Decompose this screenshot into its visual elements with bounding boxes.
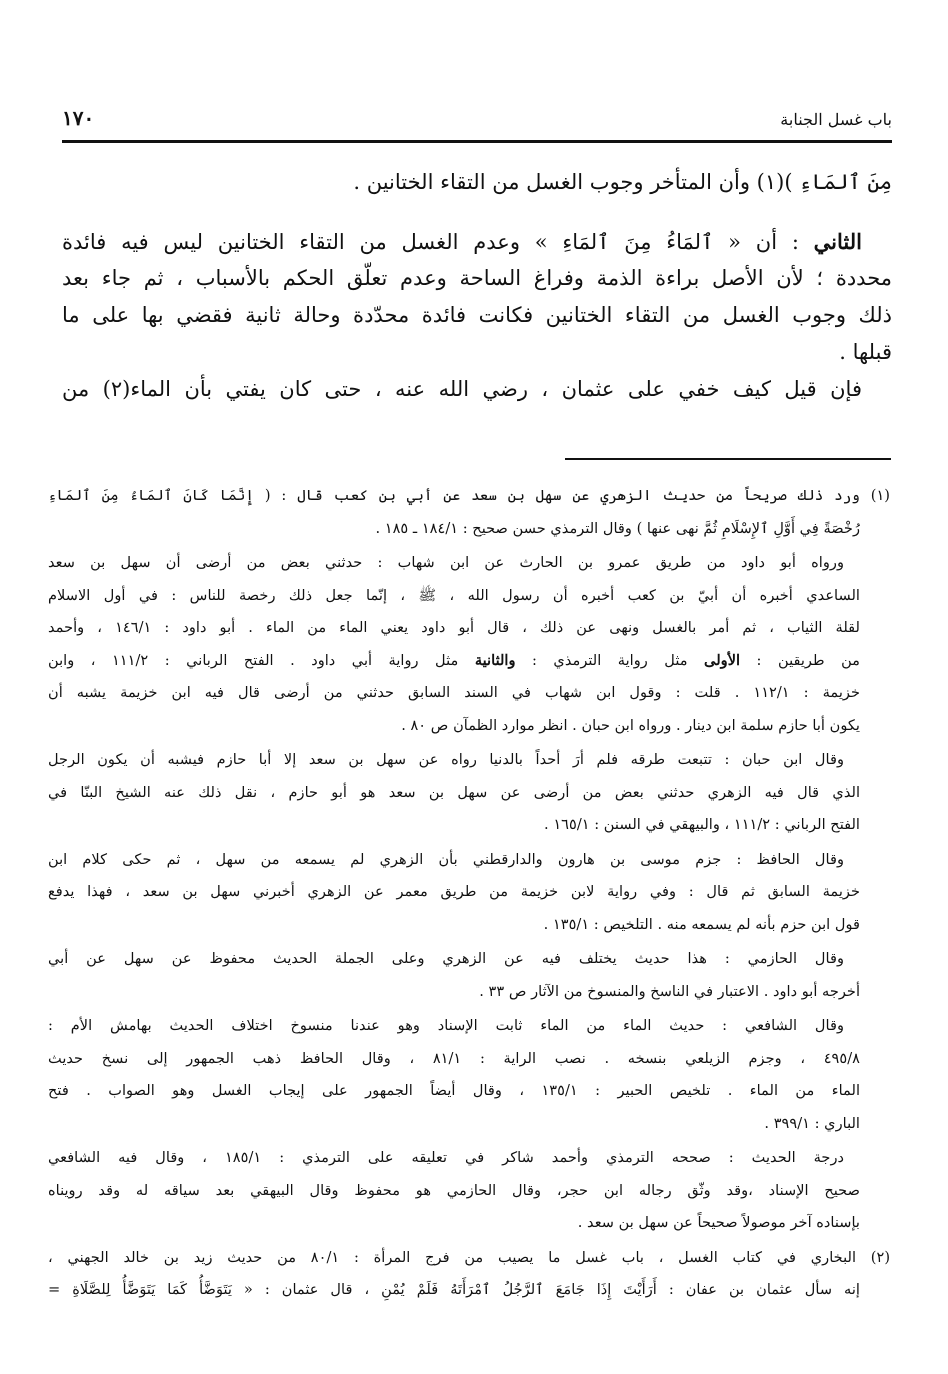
footnote-line	[48, 547, 860, 580]
text-segment: خزيمة : ١١٢/١ . قلت : وقول ابن شهاب في السند السابق حدثني من أرضى قال فيه ابن خزيمة يشبه أن	[48, 684, 860, 701]
footnote-line	[48, 1242, 890, 1275]
footnote-line	[48, 480, 890, 513]
text-segment: : أن « ٱلمَاءُ مِنَ ٱلمَاءِ » وعدم الغسل من التقاء الختانين ليس فيه فائدة	[62, 230, 814, 254]
text-segment: وقال ابن حبان : تتبعت طرقه فلم أرَ أحداً بالدنيا رواه عن سهل بن سعد إلا أبا حازم فيشبه أن يكون الرجل	[48, 751, 844, 768]
text-segment: وقال الحافظ : جزم موسى بن هارون والدارقطني بأن الزهري لم يسمعه من سهل ، ثم حكى كلام ابن	[48, 850, 844, 868]
text-segment: إنه سأل عثمان بن عفان : أَرَأَيْتَ إِذَا جَامَعَ ٱلرَّجُلُ ٱمْرَأَتَهُ فَلَمْ يُمْنِ ، قال عثمان : « يَتَوَضَّأُ كَمَا يَتَوَضَّأُ لِلصَّلَاةِ =	[48, 1281, 860, 1298]
footnote-line	[48, 1274, 860, 1307]
paragraph-gap	[62, 201, 892, 223]
footnote-line	[48, 612, 860, 645]
footnote-line	[48, 1207, 860, 1240]
text-segment: رُخْصَةً فِي أَوَّلِ ٱلإِسْلَامِ ثُمَّ نهى عنها ) وقال الترمذي حسن صحيح : ١٨٤/١ ـ ١٨٥ .	[375, 519, 860, 537]
footnote-line	[48, 976, 860, 1009]
text-segment: (١) ورد ذلك صريحاً من حديث الزهري عن سهل بن سعد عن أبي بن كعب قال : ( إِنَّمَا كَانَ ٱلمَاءُ مِنَ ٱلمَاءِ	[48, 487, 890, 504]
footnote-line	[48, 744, 860, 777]
text-line	[62, 223, 892, 260]
text-segment: أخرجه أبو داود . الاعتبار في الناسخ والمنسوخ من الآثار ص ٣٣ .	[479, 982, 860, 1000]
text-segment: بإسناده آخر موصولاً صحيحاً عن سهل بن سعد .	[577, 1214, 860, 1231]
text-segment: خزيمة السابق ثم قال : وفي رواية لابن خزيمة من طريق معمر عن الزهري أخبرني سهل بن سعد ، فهذا يدفع	[48, 883, 860, 900]
text-segment: صحيح الإسناد ،وقد وثّق رجاله ابن حجر، وقال الحازمي هو محفوظ وقال البيهقي بعد سياقه له وقد رويناه	[48, 1181, 860, 1199]
footnote-line	[48, 809, 860, 842]
text-line	[62, 371, 892, 408]
text-segment: قول ابن حزم بأنه لم يسمعه منه . التلخيص : ١٣٥/١ .	[543, 915, 860, 933]
text-segment: الساعدي أخبره أن أبيّ بن كعب أخبره أن رسول الله ، ﷺ ، إنّما جعل ذلك رخصة للناس : في أول الاسلام	[48, 586, 860, 604]
text-segment: من طريقين :	[740, 651, 860, 669]
footnote-line	[48, 1108, 860, 1141]
text-segment: محددة ؛ لأن الأصل براءة الذمة وفراغ الساحة وعدم تعلّق الحكم بالأسباب ، ثم جاء بعد	[62, 266, 892, 290]
text-segment: مثل رواية الترمذي :	[515, 651, 705, 669]
footnote-line	[48, 513, 860, 546]
bold-term: والثانية	[474, 651, 516, 669]
footnote-line	[48, 710, 860, 743]
text-segment: فإن قيل كيف خفي على عثمان ، رضي الله عنه ، حتى كان يفتي بأن الماء(٢) من	[62, 377, 862, 401]
text-segment: ورواه أبو داود من طريق عمرو بن الحارث عن ابن شهاب : حدثني بعض من أرضى أن سهل بن سعد	[48, 554, 844, 571]
text-segment: مثل رواية أبي داود . الفتح الرباني : ١١١/٢ ، وابن	[48, 651, 475, 669]
footnote-line	[48, 645, 860, 678]
text-segment: وقال الشافعي : حديث الماء من الماء ثابت الإسناد وهو عندنا منسوخ اختلاف الحديث بهامش الأم :	[48, 1017, 844, 1034]
footnote-line	[48, 677, 860, 710]
footnote-separator	[565, 458, 891, 460]
footnote-line	[48, 1010, 860, 1043]
footnote-line	[48, 580, 860, 613]
running-header	[62, 104, 892, 143]
text-segment: ذلك وجوب الغسل من التقاء الختانين فكانت فائدة محدّدة وحالة ثانية فقضي بها على ما	[62, 303, 892, 327]
text-line	[62, 164, 892, 201]
footnote-line	[48, 1075, 860, 1108]
bold-term: الأولى	[704, 651, 741, 669]
text-segment: الذي قال فيه الزهري حدثني بعض من أرضى عن سهل بن سعد هو أبو حازم ، نقل ذلك عنه الشيخ البنّا في	[48, 783, 860, 801]
footnote-line	[48, 1043, 860, 1076]
bold-term: الثاني	[813, 229, 862, 254]
text-segment: الباري : ٣٩٩/١ .	[764, 1114, 860, 1132]
text-line	[62, 297, 892, 334]
text-segment: الماء من الماء . تلخيص الحبير : ١٣٥/١ ، وقال أيضاً الجمهور على إيجاب الغسل وهو الصواب . فتح	[48, 1082, 860, 1099]
chapter-title: باب غسل الجنابة	[780, 110, 892, 129]
text-segment: الفتح الرباني : ١١١/٢ ، والبيهقي في السنن : ١٦٥/١ .	[544, 816, 860, 833]
footnote-line	[48, 1175, 860, 1208]
text-segment: (٢) البخاري في كتاب الغسل ، باب غسل ما يصيب من فرج المرأة : ٨٠/١ من حديث زيد بن خالد الجهني ،	[48, 1248, 890, 1266]
footnote-line	[48, 876, 860, 909]
footnote-line	[48, 1142, 860, 1175]
main-text	[62, 164, 892, 408]
text-segment: وقال الحازمي : هذا حديث يختلف فيه عن الزهري وعلى الجملة الحديث محفوظ عن سهل عن أبي	[48, 950, 844, 967]
footnote-line	[48, 777, 860, 810]
footnote-line	[48, 844, 860, 877]
page-number: ١٧٠	[62, 106, 95, 130]
text-segment: يكون أبا حازم سلمة ابن دينار . ورواه ابن حبان . انظر موارد الظمآن ص ٨٠ .	[401, 716, 860, 734]
text-segment: قبلها .	[839, 340, 892, 364]
text-segment: ٤٩٥/٨ ، وجزم الزيلعي بنسخه . نصب الراية : ٨١/١ ، وقال الحافظ ذهب الجمهور إلى نسخ حديث	[48, 1049, 860, 1067]
text-segment: لقلة الثياب ، ثم أمر بالغسل ونهى عن ذلك ، قال أبو داود يعني الماء من الماء . أبو داود : ١٤٦/١ ، وأحمد	[48, 619, 860, 636]
text-segment: مِنَ ٱلمَاءِ )(١) وأن المتأخر وجوب الغسل من التقاء الختانين .	[353, 170, 892, 194]
footnote-line	[48, 909, 860, 942]
footnotes	[48, 480, 890, 1307]
text-line	[62, 260, 892, 297]
footnote-line	[48, 943, 860, 976]
text-line	[62, 334, 892, 371]
text-segment: درجة الحديث : صححه الترمذي وأحمد شاكر في تعليقه على الترمذي : ١٨٥/١ ، وقال فيه الشافعي	[48, 1149, 844, 1166]
